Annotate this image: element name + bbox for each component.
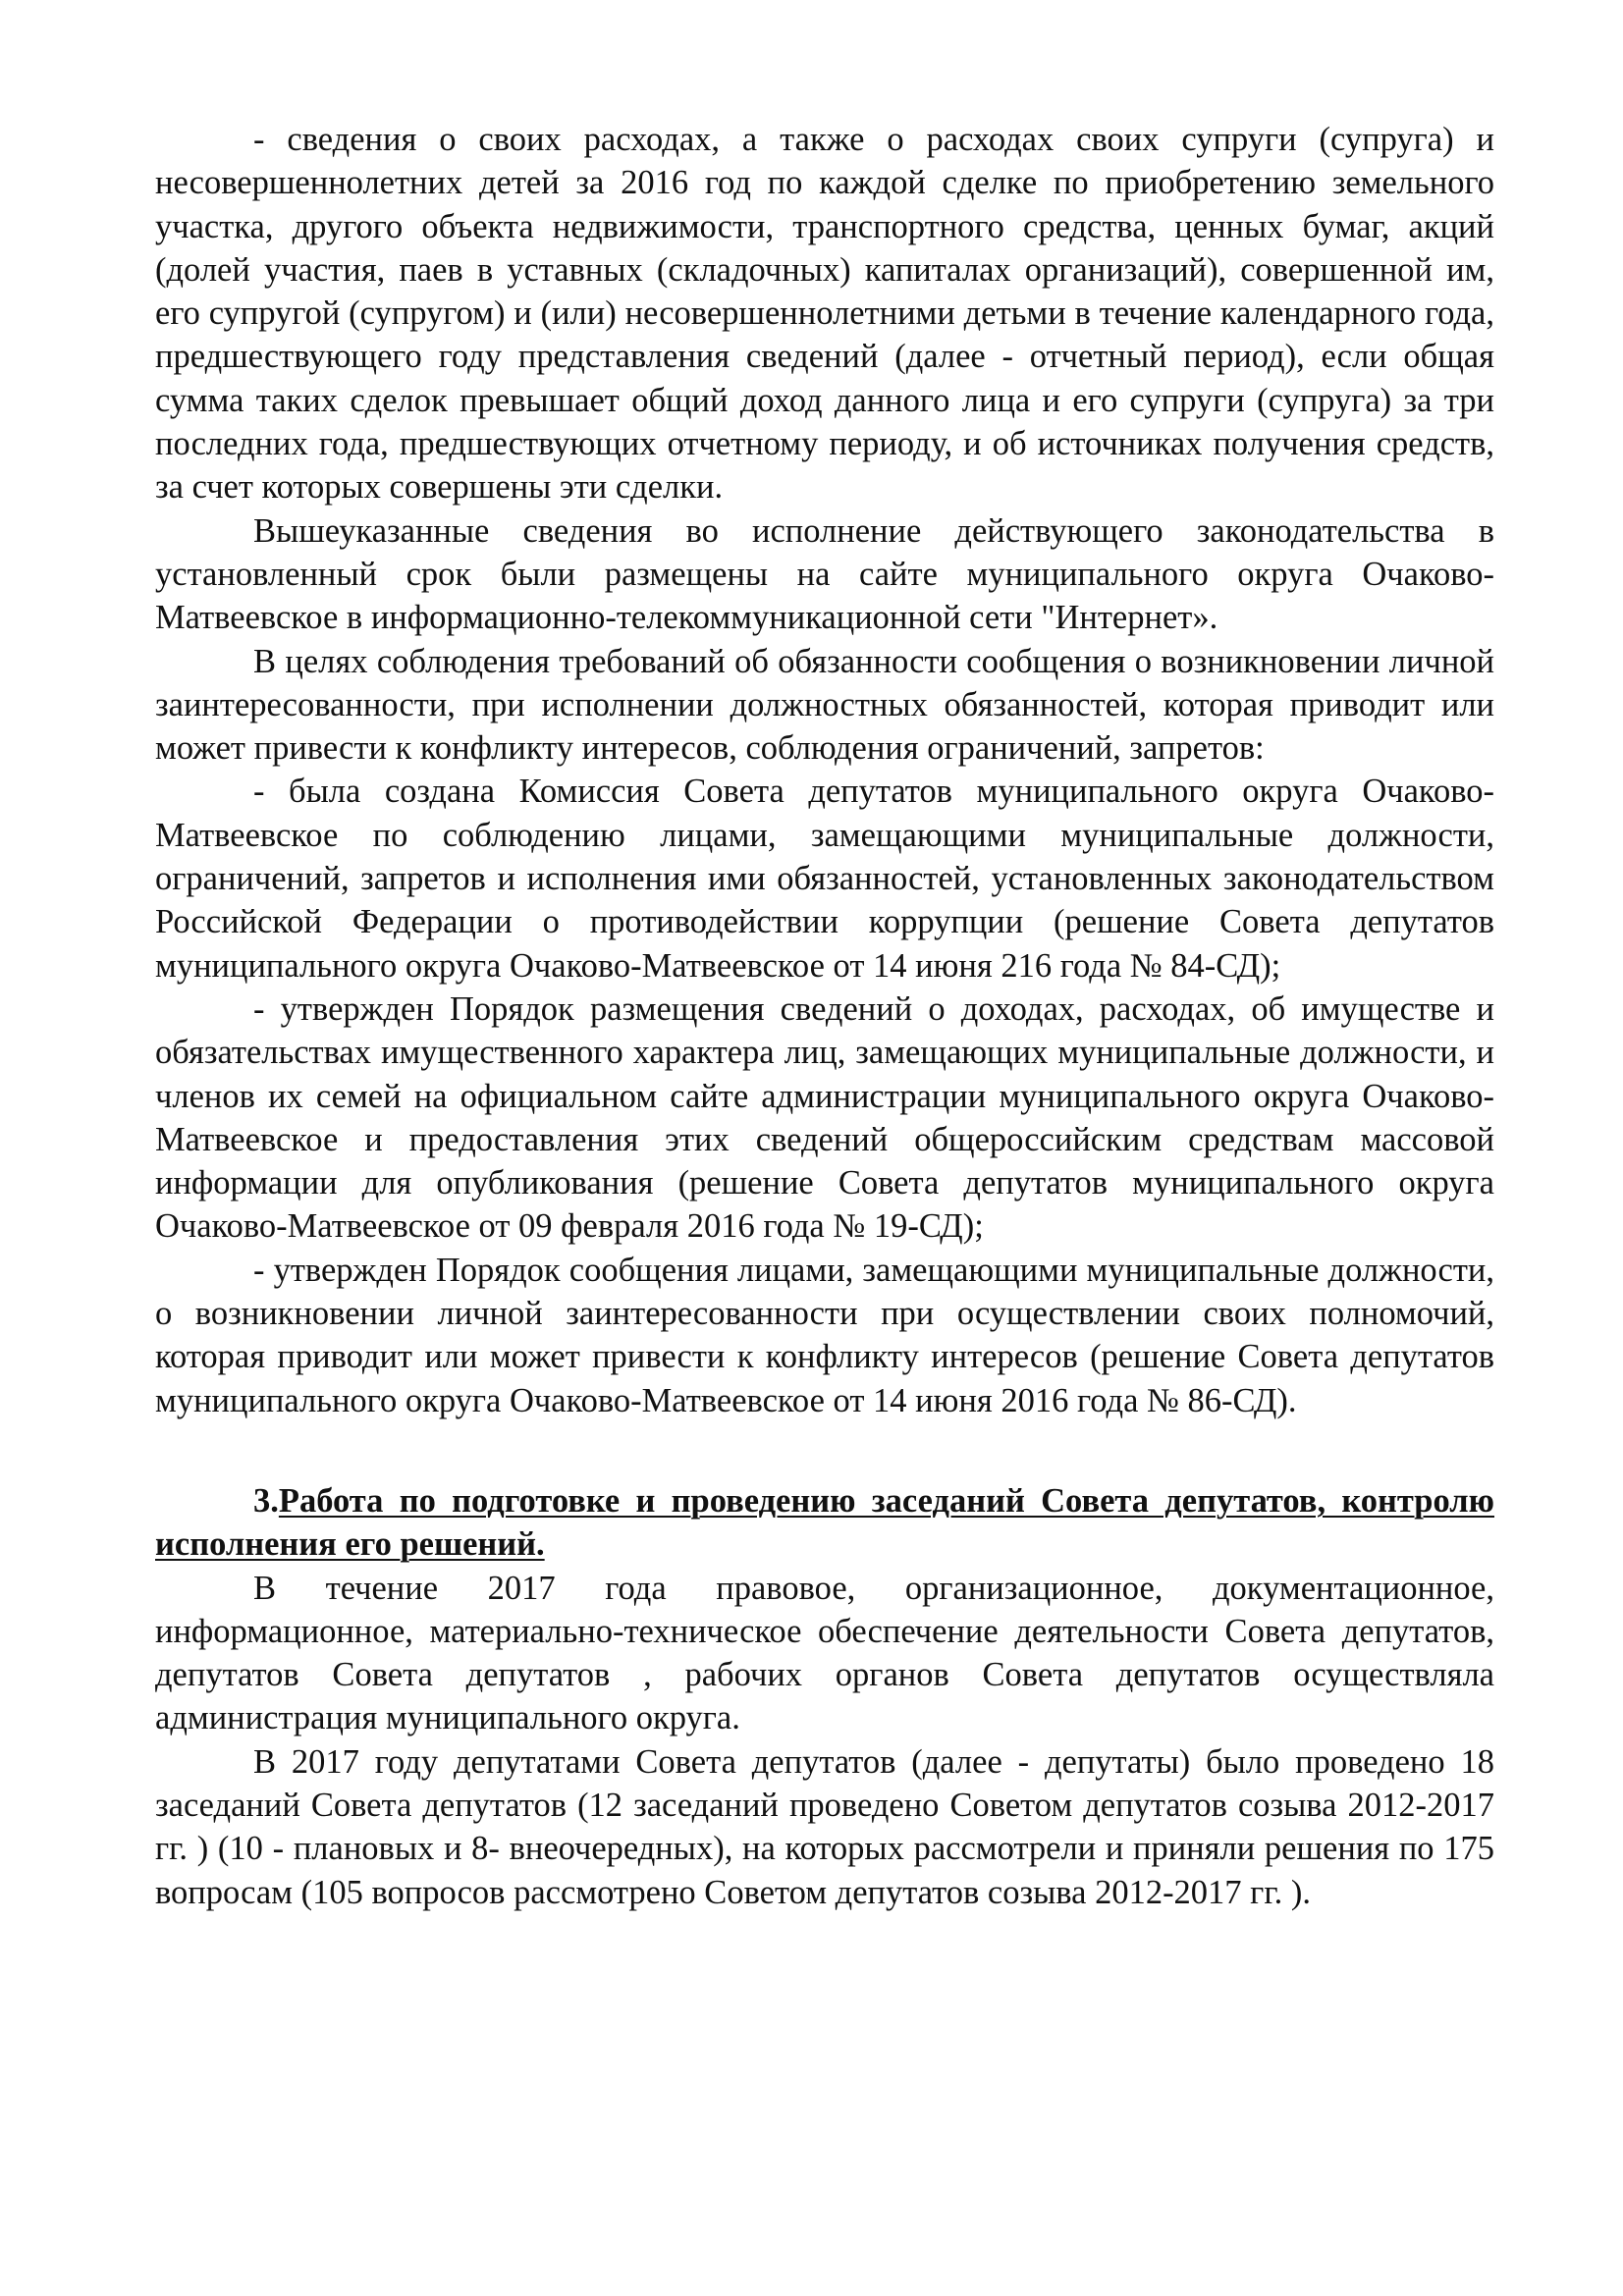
paragraph-placement-procedure: - утвержден Порядок размещения сведений о доходах, расходах, об имуществе и обязательствах имущественного характера лиц, замещающих муниципальные должности, и членов их семей на официальном сайте администрации муниципального округа Очаково-Матвеевское и предоставления этих сведений общероссийским средствам массовой информации для опубликования (решение Совета депутатов муниципального округа Очаково-Матвеевское от 09 февраля 2016 года № 19-СД); xyxy=(155,989,1494,1246)
paragraph-published-on-site: Вышеуказанные сведения во исполнение действующего законодательства в установленный срок были размещены на сайте муниципального округа Очаково-Матвеевское в информационно-телекоммуникационной сети "Интернет». xyxy=(155,511,1494,637)
section-3-heading xyxy=(155,1479,1494,1567)
paragraph-commission-created: - была создана Комиссия Совета депутатов муниципального округа Очаково-Матвеевское по соблюдению лицами, замещающими муниципальные должности, ограничений, запретов и исполнения ими обязанностей, установленных законодательством Российской Федерации о противодействии коррупции (решение Совета депутатов муниципального округа Очаково-Матвеевское от 14 июня 216 года № 84-СД); xyxy=(155,773,1494,985)
section-3-number: 3. xyxy=(253,1481,279,1520)
paragraph-sessions-2017: В 2017 году депутатами Совета депутатов (далее - депутаты) было проведено 18 заседаний Совета депутатов (12 заседаний проведено Советом депутатов созыва 2012-2017 гг. ) (10 - плановых и 8- внеочередных), на которых рассмотрели и приняли решения по 175 вопросам (105 вопросов рассмотрено Советом депутатов созыва 2012-2017 гг. ). xyxy=(155,1742,1494,1911)
paragraph-reporting-procedure: - утвержден Порядок сообщения лицами, замещающими муниципальные должности, о возникновении личной заинтересованности при осуществлении своих полномочий, которая приводит или может привести к конфликту интересов (решение Совета депутатов муниципального округа Очаково-Матвеевское от 14 июня 2016 года № 86-СД). xyxy=(155,1251,1494,1419)
paragraph-support-2017: В течение 2017 года правовое, организационное, документационное, информационное, материально-техническое обеспечение деятельности Совета депутатов, депутатов Совета депутатов , рабочих органов Совета депутатов осуществляла администрация муниципального округа. xyxy=(155,1569,1494,1737)
paragraph-conflict-of-interest: В целях соблюдения требований об обязанности сообщения о возникновении личной заинтересованности, при исполнении должностных обязанностей, которая приводит или может привести к конфликту интересов, соблюдения ограничений, запретов: xyxy=(155,642,1494,768)
section-spacer xyxy=(155,1422,1494,1479)
document-page xyxy=(155,118,1494,1914)
section-3-title: Работа по подготовке и проведению заседаний Совета депутатов, контролю исполнения его решений. xyxy=(155,1481,1494,1564)
paragraph-expenses-info: - сведения о своих расходах, а также о расходах своих супруги (супруга) и несовершеннолетних детей за 2016 год по каждой сделке по приобретению земельного участка, другого объекта недвижимости, транспортного средства, ценных бумаг, акций (долей участия, паев в уставных (складочных) капиталах организаций), совершенной им, его супругой (супругом) и (или) несовершеннолетними детьми в течение календарного года, предшествующего году представления сведений (далее - отчетный период), если общая сумма таких сделок превышает общий доход данного лица и его супруги (супруга) за три последних года, предшествующих отчетному периоду, и об источниках получения средств, за счет которых совершены эти сделки. xyxy=(155,121,1494,507)
